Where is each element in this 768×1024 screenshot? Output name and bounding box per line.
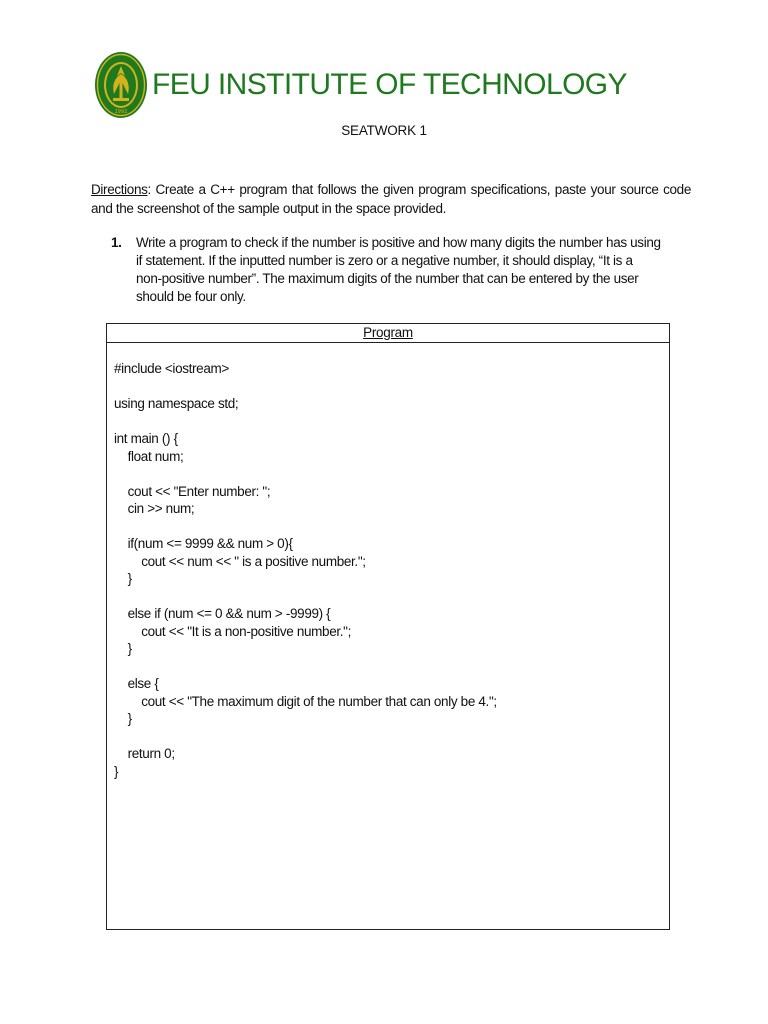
- page-title: SEATWORK 1: [341, 123, 427, 138]
- directions-label: Directions: [91, 182, 148, 197]
- document-header: [94, 49, 627, 121]
- school-name: FEU INSTITUTE OF TECHNOLOGY: [152, 68, 627, 101]
- problem-item: [111, 234, 671, 306]
- problem-text: Write a program to check if the number is positive and how many digits the number has using if statement. If the inputted number is zero or a negative number, it should display, “It is a non-positive number”. The maximum digits of the number that can be entered by the user should be four only.: [136, 235, 661, 304]
- source-code: #include <iostream> using namespace std; int main () { float num; cout << "Enter number: "; cin >> num; if(num <= 9999 && num > 0){ cout << num << " is a positive number."; } else if (num <= 0 && num > -9999) { cout << "It is a non-positive number."; } else { cout << "The maximum digit of the number that can only be 4."; } return 0; }: [114, 361, 497, 779]
- problem-number: 1.: [111, 235, 122, 250]
- program-table: [106, 323, 670, 930]
- directions-paragraph: [91, 180, 691, 218]
- svg-text:1992: 1992: [114, 109, 128, 115]
- feu-seal-logo: [94, 50, 148, 120]
- directions-text: : Create a C++ program that follows the given program specifications, paste your source code and the screenshot of the sample output in the space provided.: [91, 182, 691, 216]
- program-header-label: Program: [363, 325, 413, 340]
- program-table-header: [107, 324, 669, 343]
